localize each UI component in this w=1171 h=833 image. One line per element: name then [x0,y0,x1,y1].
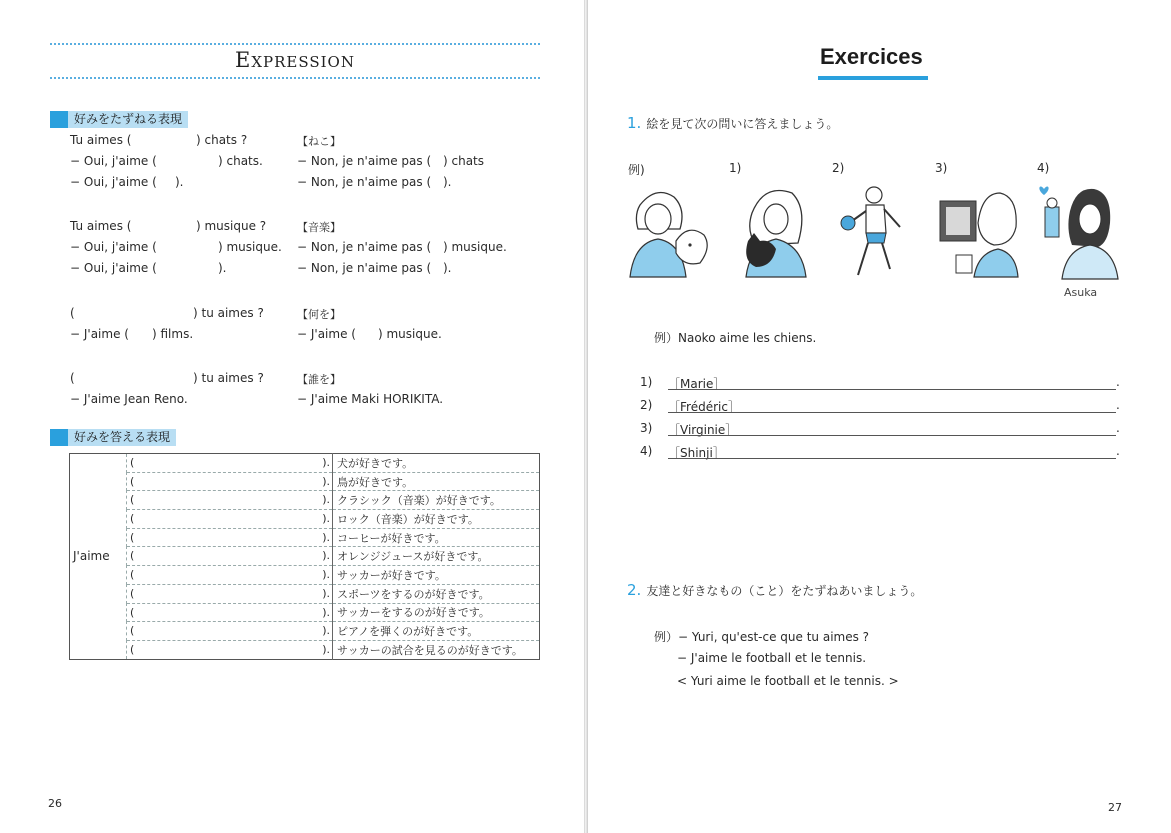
meaning-cell: 犬が好きです。 [333,454,540,473]
line-text: ) films. [152,327,194,341]
line-text: ). [218,261,227,275]
table-row [70,584,540,603]
woman-with-dog-illustration [626,183,714,279]
answer-name: ［Virginie］ [668,423,738,437]
man-watching-tv-illustration [938,183,1022,279]
answer-line[interactable] [668,412,1116,413]
blank-cell[interactable] [127,510,333,529]
line-text: ) musique. [218,240,282,254]
exercise-2-heading: 2. 友達と好きなもの（こと）をたずねあいましょう。 [627,581,923,599]
line-text: ). [443,261,452,275]
line-text: − Oui, j'aime ( [70,175,157,189]
line-text: − Oui, j'aime ( [70,154,157,168]
meaning-cell: ロック（音楽）が好きです。 [333,510,540,529]
dialogue-line: 例）− Yuri, qu'est-ce que tu aimes ? [654,630,870,644]
line-text: − J'aime Maki HORIKITA. [297,392,444,406]
open-paren: ( [130,493,135,507]
open-paren: ( [130,624,135,638]
meaning-cell: サッカーをするのが好きです。 [333,603,540,622]
meaning-cell: ピアノを弾くのが好きです。 [333,622,540,641]
answer-end: . [1116,444,1120,458]
section-square-icon [50,111,68,128]
open-paren: ( [130,642,135,656]
left-page [0,0,585,833]
answer-end: . [1116,398,1120,412]
hint-label: 【誰を】 [297,373,341,386]
picture-label: 4) [1037,161,1050,175]
line-text: − Non, je n'aime pas ( [297,175,432,189]
close-paren: ). [322,512,330,526]
section-heading-ask: 好みをたずねる表現 [50,111,188,128]
expression-title: Expression [235,48,355,72]
close-paren: ). [322,586,330,600]
line-text: − J'aime ( [70,327,129,341]
table-row [70,472,540,491]
table-row [70,622,540,641]
table-row [70,566,540,585]
open-paren: ( [130,530,135,544]
hint-label: 【音楽】 [297,221,341,234]
woman-with-cat-illustration [736,183,824,279]
exercise-1-heading: 1. 絵を見て次の問いに答えましょう。 [627,114,839,132]
close-paren: ). [322,624,330,638]
picture-label: 3) [935,161,948,175]
table-row [70,603,540,622]
dialogue-line: − J'aime le football et le tennis. [677,651,867,665]
meaning-cell: オレンジジュースが好きです。 [333,547,540,566]
open-paren: ( [130,586,135,600]
meaning-cell: サッカーが好きです。 [333,566,540,585]
close-paren: ). [322,642,330,656]
line-text: − J'aime Jean Reno. [70,392,188,406]
example-sentence: 例）Naoko aime les chiens. [654,331,817,345]
open-paren: ( [130,549,135,563]
answer-line[interactable] [668,435,1116,436]
line-text: ) musique. [443,240,507,254]
exercices-title: Exercices [820,44,923,69]
answer-number: 3) [640,421,653,435]
hint-label: 【ねこ】 [297,135,341,148]
line-text: ). [443,175,452,189]
meaning-cell: 鳥が好きです。 [333,472,540,491]
hint-label: 【何を】 [297,308,341,321]
blank-cell[interactable] [127,491,333,510]
table-row [70,454,540,473]
line-text: ) tu aimes ? [193,371,264,385]
line-text: − Non, je n'aime pas ( [297,154,432,168]
blank-cell[interactable] [127,566,333,585]
meaning-cell: スポーツをするのが好きです。 [333,584,540,603]
open-paren: ( [130,568,135,582]
close-paren: ). [322,549,330,563]
line-text: − Non, je n'aime pas ( [297,261,432,275]
meaning-cell: クラシック（音楽）が好きです。 [333,491,540,510]
answer-name: ［Frédéric］ [668,400,740,414]
line-text: ) chats [443,154,485,168]
blank-cell[interactable] [127,528,333,547]
table-row [70,510,540,529]
close-paren: ). [322,493,330,507]
line-text: ) musique. [378,327,442,341]
page-number: 26 [48,797,62,810]
blank-cell[interactable] [127,640,333,659]
meaning-cell: コーヒーが好きです。 [333,528,540,547]
meaning-cell: サッカーの試合を見るのが好きです。 [337,643,523,657]
picture-label: 例) [628,163,645,177]
answer-name: ［Marie］ [668,377,726,391]
line-text: ( [70,306,75,320]
asuka-label: Asuka [1064,286,1098,299]
blank-cell[interactable] [127,547,333,566]
blank-cell[interactable] [127,622,333,641]
title-underline [818,76,928,80]
table-row [70,491,540,510]
jaime-label: J'aime [70,454,127,660]
line-text: Tu aimes ( [70,219,132,233]
blank-cell[interactable] [127,472,333,491]
preference-table [69,453,540,660]
section-square-icon [50,429,68,446]
answer-end: . [1116,421,1120,435]
blank-cell[interactable] [127,603,333,622]
page-number: 27 [1108,801,1122,814]
title-top-rule [50,43,540,45]
line-text: − J'aime ( [297,327,356,341]
open-paren: ( [130,456,135,469]
line-text: − Non, je n'aime pas ( [297,240,432,254]
picture-label: 1) [729,161,742,175]
line-text: Tu aimes ( [70,133,132,147]
close-paren: ). [322,456,330,469]
girl-asuka-illustration [1036,183,1122,281]
line-text: − Oui, j'aime ( [70,240,157,254]
answer-number: 2) [640,398,653,412]
open-paren: ( [130,474,135,488]
section-heading-answer: 好みを答える表現 [50,429,176,446]
line-text: ) chats. [218,154,263,168]
picture-label: 2) [832,161,845,175]
basketball-player-illustration [838,183,918,279]
line-text: ( [70,371,75,385]
line-text: ) tu aimes ? [193,306,264,320]
title-bottom-rule [50,77,540,79]
open-paren: ( [130,605,135,619]
close-paren: ). [322,530,330,544]
answer-end: . [1116,375,1120,389]
dialogue-line: < Yuri aime le football et le tennis. > [677,674,899,688]
answer-number: 1) [640,375,653,389]
close-paren: ). [322,605,330,619]
table-row [70,640,540,659]
answer-line[interactable] [668,458,1116,459]
table-row [70,547,540,566]
close-paren: ). [322,474,330,488]
answer-line[interactable] [668,389,1116,390]
open-paren: ( [130,512,135,526]
answer-name: ［Shinji］ [668,446,725,460]
line-text: ). [175,175,184,189]
blank-cell[interactable] [127,454,333,473]
line-text: ) chats ? [196,133,248,147]
answer-number: 4) [640,444,653,458]
line-text: ) musique ? [196,219,267,233]
close-paren: ). [322,568,330,582]
table-row [70,528,540,547]
line-text: − Oui, j'aime ( [70,261,157,275]
blank-cell[interactable] [127,584,333,603]
